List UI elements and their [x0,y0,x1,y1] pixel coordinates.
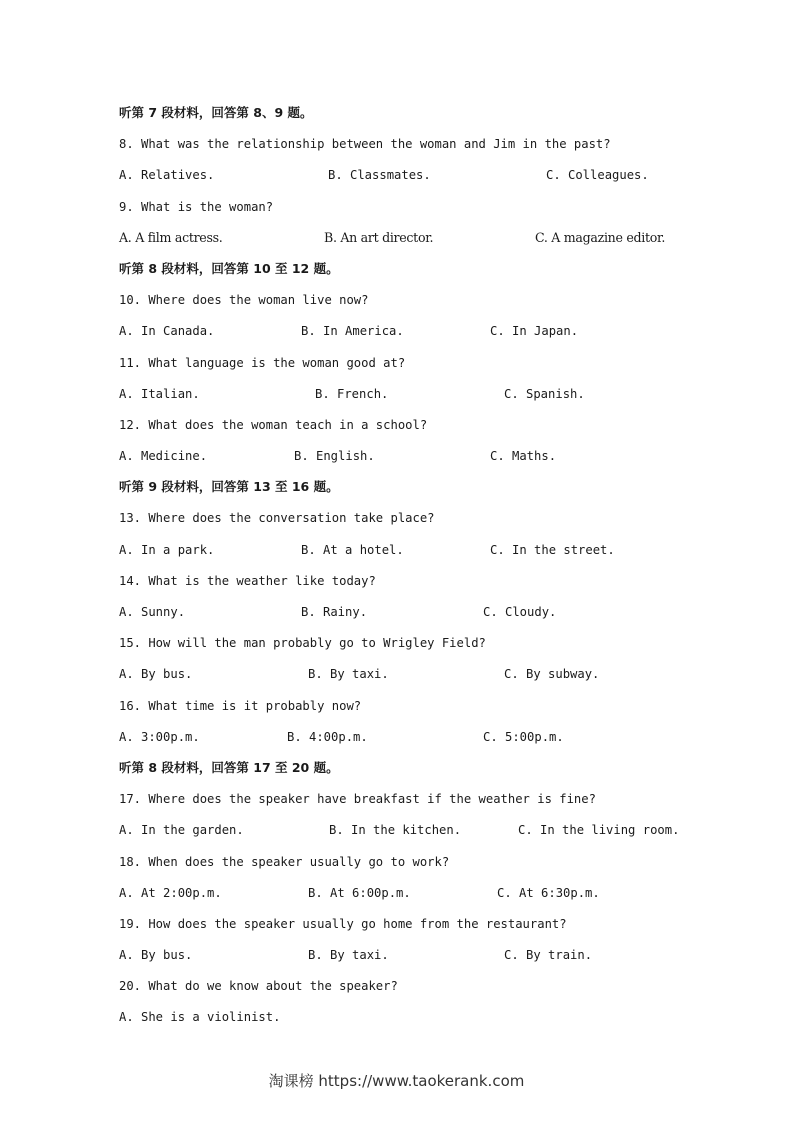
question-11: 11. What language is the woman good at? [119,355,406,370]
option-c: C. Spanish. [504,386,585,401]
option-a: A. By bus. [119,948,193,963]
question-9: 9. What is the woman? [119,199,274,214]
option-b: B. French. [315,386,389,401]
option-b: B. At a hotel. [301,542,404,557]
option-c: C. At 6:30p.m. [497,885,600,900]
question-10: 10. Where does the woman live now? [119,293,369,308]
options-18 [119,882,719,913]
options-12 [119,445,719,476]
option-a: A. Sunny. [119,605,186,619]
option-b: B. By taxi. [308,667,389,682]
question-8: 8. What was the relationship between the woman and Jim in the past? [119,137,611,152]
question-19: 19. How does the speaker usually go home from the restaurant? [119,916,567,931]
options-8 [119,164,719,195]
option-a: A. By bus. [119,667,193,682]
option-b: B. Rainy. [301,605,368,619]
option-c: C. Cloudy. [483,605,557,619]
option-c: C. Colleagues. [546,168,649,183]
question-17: 17. Where does the speaker have breakfast if the weather is fine? [119,792,596,807]
option-a: A. In Canada. [119,324,215,339]
option-c: C. Maths. [490,449,557,464]
option-c: C. In the living room. [518,823,680,838]
option-b: B. 4:00p.m. [287,729,368,744]
option-c: C. By subway. [504,667,600,682]
options-20 [119,1006,719,1037]
question-12: 12. What does the woman teach in a school? [119,417,428,432]
document-body [119,102,719,1038]
options-9 [119,227,719,258]
question-20: 20. What do we know about the speaker? [119,979,398,994]
options-14 [119,601,719,632]
question-16: 16. What time is it probably now? [119,698,362,713]
option-b: B. Classmates. [328,168,431,183]
section-heading: 听第 9 段材料，回答第 13 至 16 题。 [119,479,339,495]
option-b: B. At 6:00p.m. [308,885,411,900]
options-10 [119,320,719,351]
option-b: B. English. [294,449,375,464]
options-17 [119,819,719,850]
options-19 [119,944,719,975]
section-heading: 听第 8 段材料，回答第 10 至 12 题。 [119,260,339,276]
option-c: C. By train. [504,948,593,963]
question-18: 18. When does the speaker usually go to work? [119,854,450,869]
option-a: A. She is a violinist. [119,1010,281,1025]
section-heading: 听第 7 段材料，回答第 8、9 题。 [119,105,313,120]
option-a: A. Relatives. [119,168,215,183]
page-footer-watermark: 淘课榜 https://www.taokerank.com [268,1072,525,1090]
options-13 [119,539,719,570]
option-a: A. Italian. [119,386,200,401]
option-b: B. In America. [301,324,404,339]
options-11 [119,383,719,414]
option-b: B. By taxi. [308,948,389,963]
option-a: A. At 2:00p.m. [119,885,222,900]
option-a: A. In a park. [119,542,215,557]
options-15 [119,663,719,694]
question-14: 14. What is the weather like today? [119,573,376,588]
question-15: 15. How will the man probably go to Wrigley Field? [119,636,486,651]
option-b: B. In the kitchen. [329,823,462,838]
option-c: C. In the street. [490,542,615,557]
option-b: B. An art director. [324,229,434,245]
option-a: A. A film actress. [119,229,223,245]
option-c: C. 5:00p.m. [483,729,564,744]
section-heading: 听第 8 段材料，回答第 17 至 20 题。 [119,759,339,775]
question-13: 13. Where does the conversation take place? [119,511,435,526]
options-16 [119,726,719,757]
option-a: A. In the garden. [119,823,244,838]
option-c: C. A magazine editor. [535,229,666,245]
option-a: A. Medicine. [119,449,208,464]
option-c: C. In Japan. [490,324,579,339]
option-a: A. 3:00p.m. [119,729,200,744]
